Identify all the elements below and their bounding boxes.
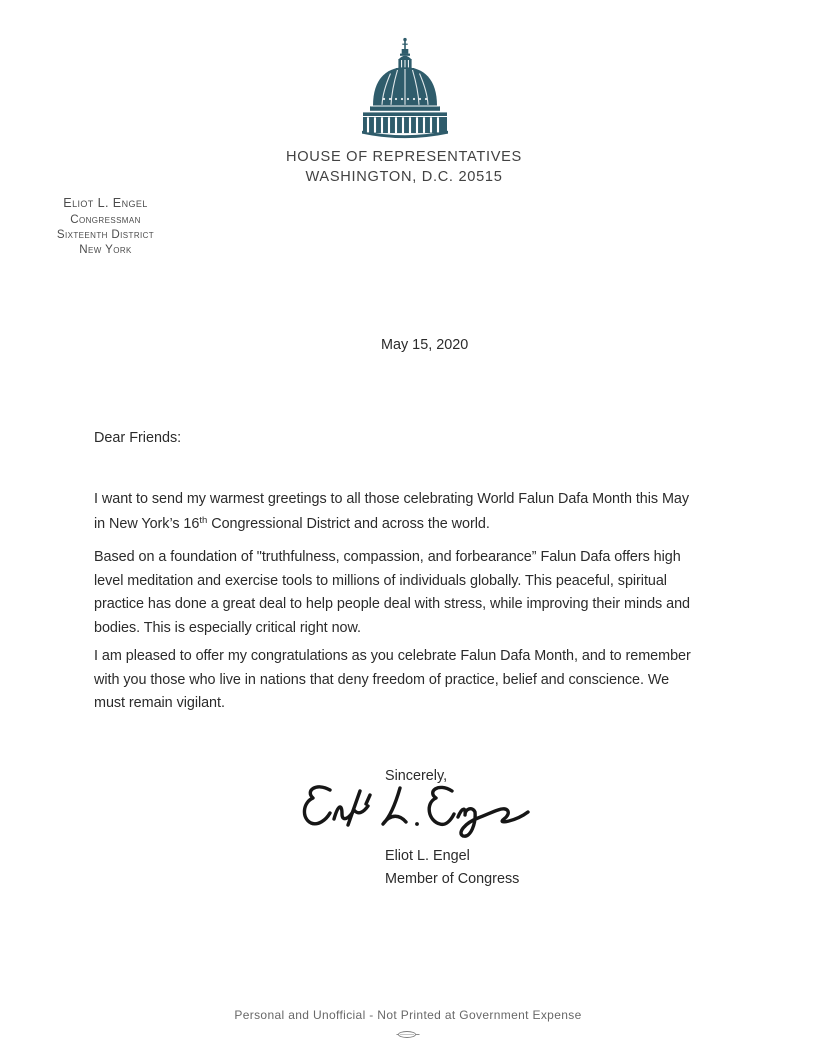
handwritten-signature: [300, 779, 535, 843]
salutation: Dear Friends:: [94, 430, 182, 446]
typed-signature-title: Member of Congress: [385, 871, 520, 887]
body-line: with you those who live in nations that deny freedom of practice, belief and conscience. We: [94, 671, 670, 688]
typed-signature-name: Eliot L. Engel: [385, 848, 470, 864]
sender-state: New York: [79, 243, 132, 257]
capitol-dome-icon: [358, 36, 452, 144]
valediction: Sincerely,: [385, 768, 448, 784]
letterhead-line1: HOUSE OF REPRESENTATIVES: [285, 149, 522, 165]
body-line: bodies. This is especially critical right now.: [94, 620, 361, 637]
paragraph-1: [94, 491, 734, 538]
footer-disclaimer: Personal and Unofficial - Not Printed at Government Expense: [234, 1008, 582, 1022]
sender-block: [28, 196, 183, 257]
date-line: May 15, 2020: [381, 337, 469, 353]
paragraph-3: [94, 648, 734, 719]
body-line-segment: in New York’s 16: [94, 515, 200, 532]
body-line: must remain vigilant.: [94, 695, 225, 712]
ordinal-superscript: th: [199, 514, 208, 526]
body-line: Based on a foundation of "truthfulness, compassion, and forbearance” Falun Dafa offers high: [94, 549, 681, 565]
body-line: I am pleased to offer my congratulations as you celebrate Falun Dafa Month, and to remember: [94, 648, 691, 664]
body-line: practice has done a great deal to help people deal with stress, while improving their minds and: [94, 596, 691, 613]
sender-title: Congressman: [70, 212, 141, 226]
body-line: I want to send my warmest greetings to all those celebrating World Falun Dafa Month this May: [94, 491, 690, 507]
body-line: level meditation and exercise tools to millions of individuals globally. This peaceful, spiritual: [94, 572, 667, 589]
body-line-segment: Congressional District and across the world.: [207, 515, 490, 532]
printer-union-bug-icon: [395, 1026, 421, 1035]
body-line: [94, 515, 734, 539]
paragraph-2: [94, 549, 734, 644]
sender-name: Eliot L. Engel: [63, 196, 148, 210]
sender-district: Sixteenth District: [56, 227, 155, 241]
letterhead-line2: WASHINGTON, D.C. 20515: [305, 169, 503, 185]
